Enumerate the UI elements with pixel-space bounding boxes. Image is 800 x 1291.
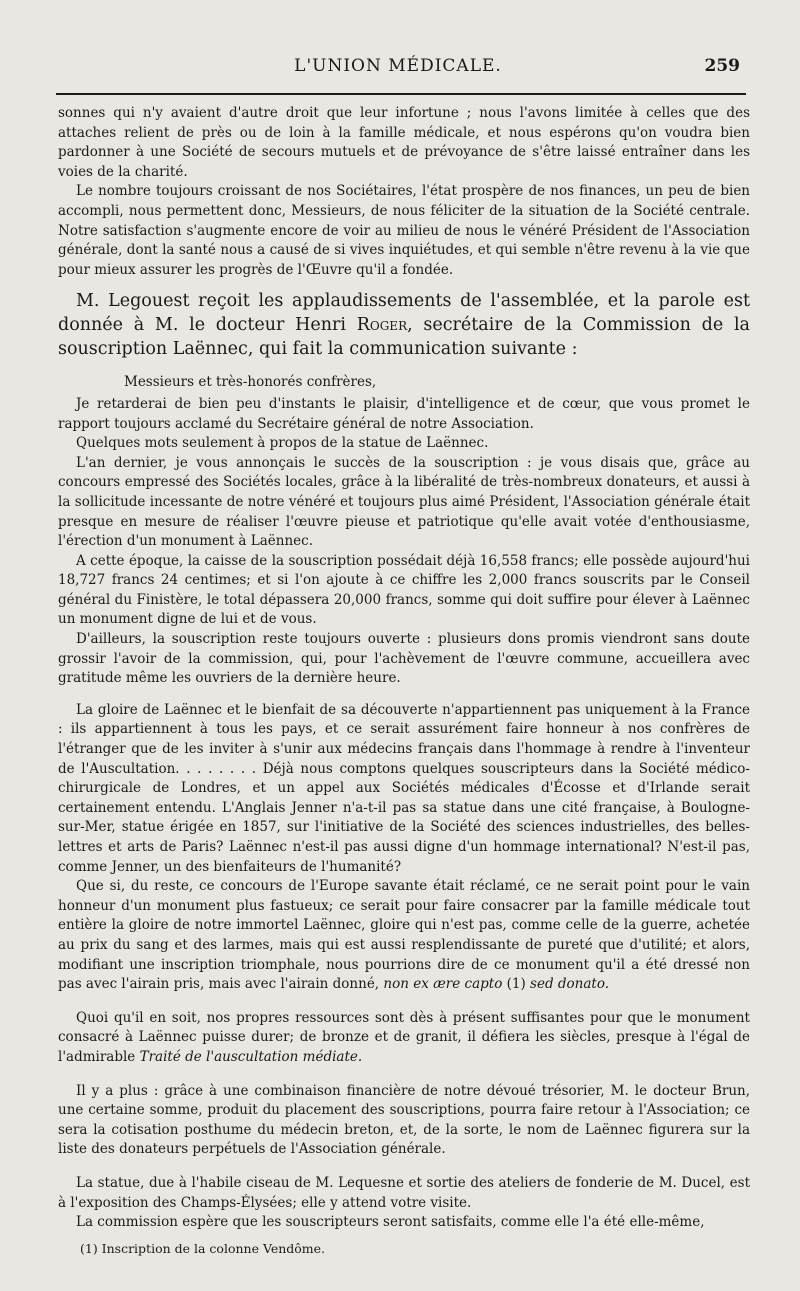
header-rule (56, 93, 746, 95)
paragraph-5: L'an dernier, je vous annonçais le succès de la souscription : je vous disais que, grâce au concours empressé des Sociétés locales, grâce à la libéralité de très-nombreux donateurs, et aussi à la sollicitude incessante de notre vénéré et toujours plus aimé Président, l'Association générale était presque en mesure de réaliser l'œuvre pieuse et patriotique qu'elle avait votée d'enthousiasme, l'érection d'un monument à Laënnec. (58, 454, 750, 550)
paragraph-11: Il y a plus : grâce à une combinaison financière de notre dévoué trésorier, M. le docteur Brun, une certaine somme, produit du placement des souscriptions, pourra faire retour à l'Association; ce sera la cotisation posthume du médecin breton, et, de la sorte, le nom de Laënnec figurera sur la liste des donateurs perpétuels de l'Association générale. (58, 1082, 750, 1158)
page-number: 259 (704, 56, 740, 76)
speaker-text-b: , secrétaire de la Commission de la souscription Laënnec, qui fait la communication suivante : (58, 315, 750, 360)
speaker-name: Roger (356, 315, 408, 336)
speaker-text-a: M. Legouest reçoit les applaudissements de l'assemblée, et la parole est donnée à M. le docteur Henri (58, 291, 750, 336)
running-header (56, 56, 740, 84)
treatise-title: Traité de l'auscultation médiate. (139, 1048, 363, 1065)
paragraph-10-text: Quoi qu'il en soit, nos propres ressources sont dès à présent suffisantes pour que le monument consacré à Laënnec puisse durer; de bronze et de granit, il défiera les siècles, presque à l'égal de l'admirable (58, 1009, 750, 1065)
latin-phrase: non ex ære capto (383, 976, 503, 993)
paragraph-13: La commission espère que les souscripteurs seront satisfaits, comme elle l'a été elle-même, (76, 1214, 705, 1231)
journal-title: L'UNION MÉDICALE. (294, 56, 502, 76)
paragraph-12: La statue, due à l'habile ciseau de M. Lequesne et sortie des ateliers de fonderie de M. Ducel, est à l'exposition des Champs-Élysées; elle y attend votre visite. (58, 1174, 750, 1211)
paragraph-8: La gloire de Laënnec et le bienfait de sa découverte n'appartiennent pas uniquement à la France : ils appartiennent à tous les pays, et ce serait assurément faire honneur à nos confrères de l'étranger que de les inviter à s'unir aux médecins français dans l'hommage à rendre à l'inventeur de l'Auscultation. . . . . . . . Déjà nous comptons quelques souscripteurs dans la Société médico-chirurgicale de Londres, et un appel aux Sociétés médicales d'Écosse et d'Irlande serait certainement entendu. L'Anglais Jenner n'a-t-il pas sa statue dans une cité française, à Boulogne-sur-Mer, statue érigée en 1857, sur l'initiative de la Société des sciences industrielles, des belles-lettres et arts de Paris? Laënnec n'est-il pas aussi digne d'un hommage international? N'est-il pas, comme Jenner, un des bienfaiteurs de l'humanité? (58, 701, 750, 875)
body-text (58, 104, 750, 1233)
paragraph-4: Quelques mots seulement à propos de la statue de Laënnec. (76, 435, 489, 452)
paragraph-7: D'ailleurs, la souscription reste toujours ouverte : plusieurs dons promis viendront sans doute grossir l'avoir de la commission, qui, pour l'achèvement de l'œuvre commune, accueillera avec gratitude même les ouvriers de la dernière heure. (58, 631, 750, 687)
latin-phrase-end: sed donato. (530, 976, 610, 993)
footnote-reference: (1) (502, 976, 531, 993)
paragraph-3: Je retarderai de bien peu d'instants le plaisir, d'intelligence et de cœur, que vous promet le rapport toujours acclamé du Secrétaire général de notre Association. (58, 395, 750, 432)
paragraph-10 (58, 1009, 750, 1068)
speaker-introduction (58, 289, 750, 361)
salutation: Messieurs et très-honorés confrères, (124, 374, 377, 391)
paragraph-1: sonnes qui n'y avaient d'autre droit que leur infortune ; nous l'avons limitée à celles que des attaches relient de près ou de loin à la famille médicale, et nous espérons qu'on voudra bien pardonner à une Société de secours mutuels et de prévoyance de s'être laissé entraîner dans les voies de la charité. (58, 105, 750, 180)
paragraph-9-text: Que si, du reste, ce concours de l'Europe savante était réclamé, ce ne serait point pour le vain honneur d'un monument plus fastueux; ce serait pour faire consacrer par la famille médicale tout entière la gloire de notre immortel Laënnec, gloire qui n'est pas, comme celle de la guerre, achetée au prix du sang et des larmes, mais qui est aussi resplendissante de pureté que d'utilité; et alors, modifiant une inscription triomphale, nous pourrions dire de ce monument qu'il a été dressé non pas avec l'airain pris, mais avec l'airain donné, (58, 878, 750, 993)
paragraph-6: A cette époque, la caisse de la souscription possédait déjà 16,558 francs; elle possède aujourd'hui 18,727 francs 24 centimes; et si l'on ajoute à ce chiffre les 2,000 francs souscrits par le Conseil général du Finistère, le total dépassera 20,000 francs, somme qui doit suffire pour élever à Laënnec un monument digne de lui et de vous. (58, 552, 750, 628)
paragraph-9 (58, 877, 750, 995)
paragraph-2: Le nombre toujours croissant de nos Sociétaires, l'état prospère de nos finances, un peu de bien accompli, nous permettent donc, Messieurs, de nous féliciter de la situation de la Société centrale. Notre satisfaction s'augmente encore de voir au milieu de nous le vénéré Président de l'Association générale, dont la santé nous a causé de si vives inquiétudes, et qui semble n'être revenu à la vie que pour mieux assurer les progrès de l'Œuvre qu'il a fondée. (58, 183, 750, 278)
footnote: (1) Inscription de la colonne Vendôme. (80, 1241, 326, 1256)
